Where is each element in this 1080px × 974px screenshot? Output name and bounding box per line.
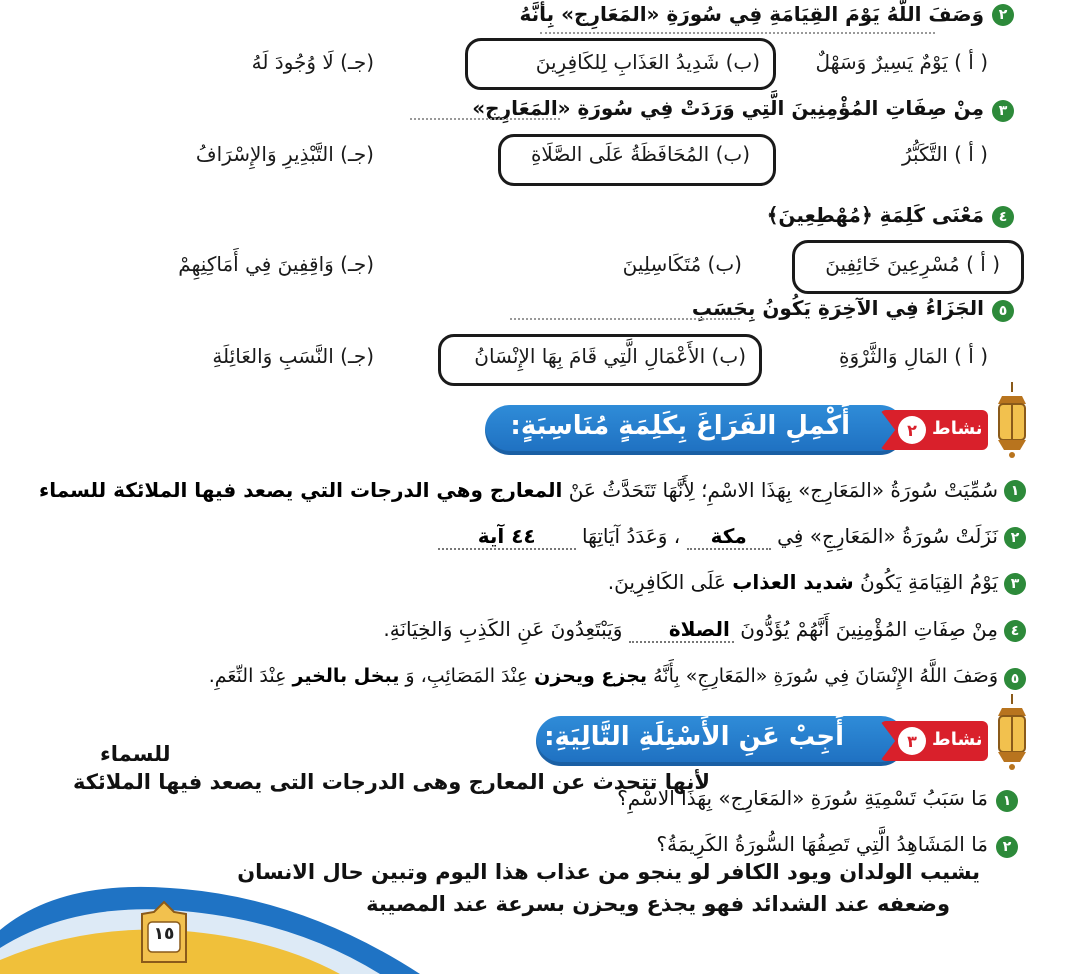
answer-handwritten[interactable]: المعارج وهي الدرجات التي يصعد فيها الملائكة للسماء [38, 478, 563, 502]
option-a[interactable]: ( أ ) المَالِ وَالثَّرْوَةِ [839, 344, 988, 368]
option-b[interactable]: (ب) الأَعْمَالِ الَّتِي قَامَ بِهَا الإِنْسَانُ [474, 344, 746, 368]
question-text: الجَزَاءُ فِي الآخِرَةِ يَكُونُ بِحَسَبِ [691, 296, 984, 320]
page-number: ١٥ [153, 924, 175, 944]
question-number: ٢ [996, 836, 1018, 858]
option-c[interactable]: (جـ) التَّبْذِيرِ وَالإِسْرَافُ [195, 142, 374, 166]
answer-handwritten[interactable]: يجزع ويحزن [534, 665, 648, 687]
question-text: مَا سَبَبُ تَسْمِيَةِ سُورَةِ «المَعَارِج» بِهَذَا الاسْمِ؟ [617, 786, 988, 810]
sentence-text: وَيَبْتَعِدُونَ عَنِ الكَذِبِ وَالخِيَانَةِ. [383, 617, 623, 641]
question-number: ١ [996, 790, 1018, 812]
option-a[interactable]: ( أ ) يَوْمٌ يَسِيرٌ وَسَهْلٌ [815, 50, 988, 74]
sentence-line [209, 665, 998, 687]
sentence-text: عِنْدَ النِّعَمِ. [208, 665, 287, 687]
sentence-text: مِنْ صِفَاتِ المُؤْمِنِينَ أَنَّهُمْ يُؤَدُّونَ [740, 617, 998, 641]
answer-handwritten[interactable]: ٤٤ آية [438, 524, 576, 550]
answer-handwritten[interactable]: الصلاة [629, 617, 734, 643]
sentence-number: ٤ [1004, 620, 1026, 642]
sentence-line [39, 478, 998, 502]
page-corner-decoration [0, 860, 420, 974]
activity-tag-label: نشاط [932, 418, 983, 439]
sentence-number: ٢ [1004, 527, 1026, 549]
sentence-text: سُمِّيَتْ سُورَةُ «المَعَارِج» بِهَذَا الاسْمِ؛ لِأَنَّهَا تَتَحَدَّثُ عَنْ [568, 478, 998, 502]
answer-handwritten[interactable]: شديد العذاب [732, 570, 854, 594]
lantern-icon [990, 382, 1034, 460]
option-c[interactable]: (جـ) لَا وُجُودَ لَهُ [251, 50, 374, 74]
answer-dotted-line [540, 32, 935, 34]
answer-2-handwritten-line-2[interactable]: وضعفه عند الشدائد فهو يجذع ويحزن بسرعة عند المصيبة [366, 892, 950, 916]
question-text: مَا المَشَاهِدُ الَّتِي تَصِفُهَا السُّورَةُ الكَرِيمَةُ؟ [656, 832, 988, 856]
activity-title: أَجِبْ عَنِ الأَسْئِلَةِ التَّالِيَةِ: [544, 722, 844, 752]
activity-tag-number: ٣ [898, 727, 926, 755]
sentence-text: عَلَى الكَافِرِينَ. [607, 570, 726, 594]
sentence-line [608, 570, 998, 594]
activity-tag-label: نشاط [932, 729, 983, 750]
sentence-number: ٣ [1004, 573, 1026, 595]
sentence-text: عِنْدَ المَصَائِبِ، وَ [405, 665, 529, 687]
answer-dotted-line [510, 318, 740, 320]
option-c[interactable]: (جـ) النَّسَبِ وَالعَائِلَةِ [212, 344, 374, 368]
answer-1-handwritten[interactable]: لأنها تتحدث عن المعارج وهى الدرجات التى يصعد فيها الملائكة [72, 770, 710, 794]
answer-2-handwritten-line-1[interactable]: يشيب الولدان ويود الكافر لو ينجو من عذاب هذا اليوم وتبين حال الانسان [237, 860, 980, 884]
option-b[interactable]: (ب) المُحَافَظَةُ عَلَى الصَّلَاةِ [530, 142, 750, 166]
sentence-text: ، وَعَدَدُ آيَاتِهَا [582, 524, 681, 548]
question-number: ٤ [992, 206, 1014, 228]
answer-1-top-word: للسماء [100, 742, 171, 766]
sentence-text: نَزَلَتْ سُورَةُ «المَعَارِجِ» فِي [777, 524, 998, 548]
option-a[interactable]: ( أ ) مُسْرِعِينَ خَائِفِينَ [825, 252, 1000, 276]
option-b[interactable]: (ب) مُتَكَاسِلِينَ [622, 252, 742, 276]
question-number: ٥ [992, 300, 1014, 322]
option-b[interactable]: (ب) شَدِيدُ العَذَابِ لِلكَافِرِينَ [535, 50, 760, 74]
answer-dotted-line [410, 118, 560, 120]
sentence-text: وَصَفَ اللَّهُ الإِنْسَانَ فِي سُورَةِ «المَعَارِجِ» بِأَنَّهُ [653, 665, 998, 687]
activity-title: أَكْمِلِ الفَرَاغَ بِكَلِمَةٍ مُنَاسِبَةٍ: [510, 411, 850, 441]
question-number: ٣ [992, 100, 1014, 122]
sentence-line [438, 524, 998, 550]
lantern-icon [990, 694, 1034, 772]
question-text: مَعْنَى كَلِمَةِ ﴿مُهْطِعِينَ﴾ [766, 203, 984, 227]
question-number: ٢ [992, 4, 1014, 26]
sentence-line [383, 617, 998, 643]
question-text: وَصَفَ اللَّهُ يَوْمَ القِيَامَةِ فِي سُورَةِ «المَعَارِج» بِأَنَّهُ [519, 2, 984, 26]
option-a[interactable]: ( أ ) التَّكَبُّرُ [901, 142, 988, 166]
sentence-number: ٥ [1004, 668, 1026, 690]
sentence-text: يَوْمُ القِيَامَةِ يَكُونُ [860, 570, 998, 594]
sentence-number: ١ [1004, 480, 1026, 502]
activity-tag-number: ٢ [898, 416, 926, 444]
answer-handwritten[interactable]: مكة [687, 524, 771, 550]
question-text: مِنْ صِفَاتِ المُؤْمِنِينَ الَّتِي وَرَدَتْ فِي سُورَةِ «المَعَارِج» [472, 96, 984, 120]
option-c[interactable]: (جـ) وَاقِفِينَ فِي أَمَاكِنِهِمْ [178, 252, 374, 276]
answer-handwritten[interactable]: يبخل بالخير [292, 665, 400, 687]
